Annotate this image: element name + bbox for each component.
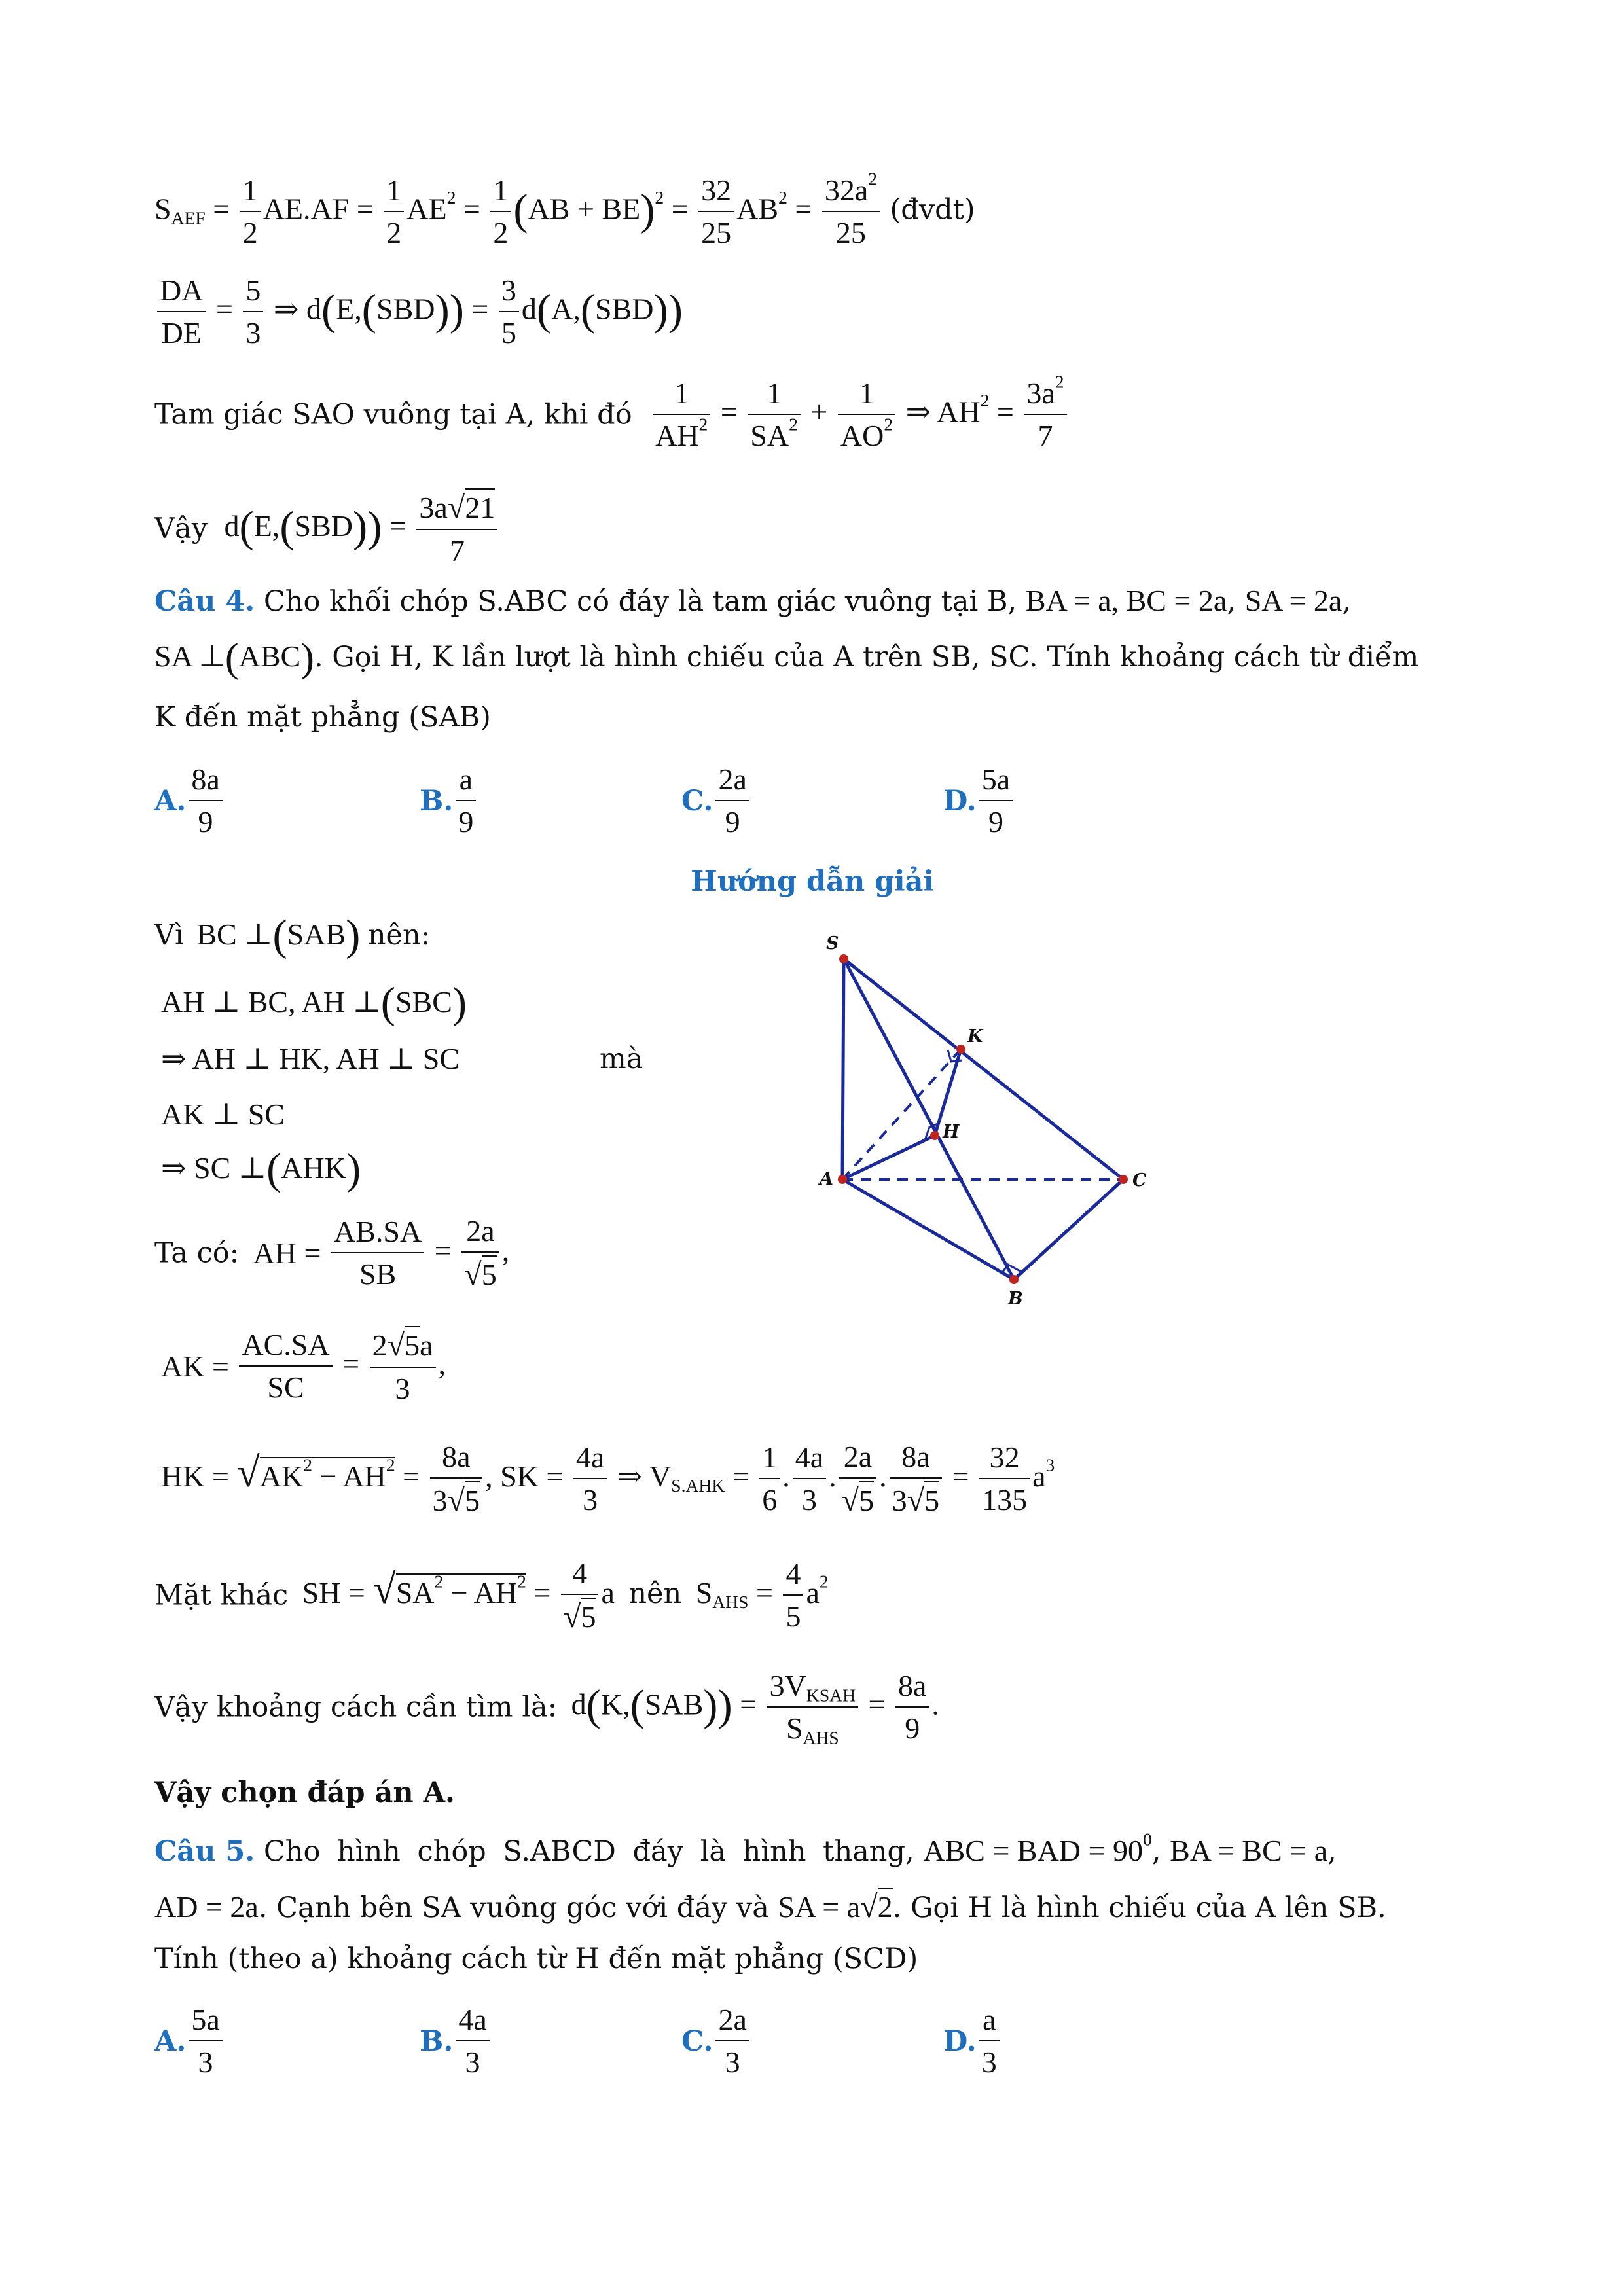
eq-text: , SK =: [485, 1459, 564, 1493]
frac-num: 4: [783, 1557, 803, 1596]
sqrt: √5: [907, 1482, 940, 1519]
frac-num: 8a: [189, 762, 222, 801]
fraction: [461, 1214, 499, 1293]
text: Vậy: [154, 512, 208, 545]
text: Vậy khoảng cách cần tìm là:: [154, 1691, 558, 1724]
equation-ratio: $\frac{DA}{DE}$ = $\frac{5}{3}$ ⇒ d(E,(SBD)) = $\frac{3}{5}$ d(A,(SBD)): [154, 274, 683, 351]
label-b: B: [1008, 1289, 1023, 1309]
frac-num: a: [979, 2003, 1000, 2041]
eq-text: E,: [336, 292, 362, 326]
frac-den: [653, 415, 710, 454]
frac-den: 5: [501, 315, 516, 350]
fraction: [979, 762, 1013, 840]
fraction: [240, 173, 261, 251]
sqrt: √5: [448, 1482, 480, 1519]
frac-den: 3: [245, 315, 261, 350]
sol-line3: [161, 1044, 460, 1074]
eq-text: 3: [892, 1483, 907, 1517]
equation-s-aef: $S_{AEF}$ = $\frac{1}{2}$ AE.AF = $\frac{1}{2}$ $AE^2$ = $\frac{1}{2}$ (AB + BE)$^2$ = $\frac{32}{25}$ $AB^2$ = $\frac{32a^2}{25}$ (đvdt): [154, 168, 975, 249]
frac-num: a: [456, 762, 476, 801]
fraction: [839, 1440, 877, 1518]
frac-den: [838, 415, 895, 454]
eq-text: AK =: [161, 1350, 229, 1384]
option-label: D.: [943, 2024, 977, 2058]
fraction: [698, 173, 734, 251]
fraction: [653, 376, 710, 454]
fraction: [715, 762, 749, 840]
eq-sup: 2: [819, 1571, 829, 1592]
frac-num: 1: [384, 173, 404, 212]
eq-text: AH =: [253, 1236, 321, 1270]
fraction: [456, 2003, 489, 2080]
question-text: . Gọi H là hình chiếu của A lên SB.: [892, 1892, 1386, 1924]
sol-hk: HK = $√AK^2 - AH^2$ = $\frac{8a}{3√5}$ , SK = $\frac{4a}{3}$ ⇒ $V_{S.AHK}$ = $\frac{1}{6}$ . $\frac{4a}{3}$ . $\frac{2a}{√5}$ . $\frac{8a}{3√5}$ = $\frac{32}{135}$ $a^3$: [161, 1440, 1055, 1518]
frac-den: 9: [198, 804, 213, 838]
option-label: C.: [681, 784, 713, 817]
eq-text: SA = a: [778, 1890, 861, 1924]
eq-text: E,: [253, 509, 280, 543]
eq-sup: 2: [446, 187, 456, 207]
eq-text: SBC: [395, 985, 452, 1018]
eq-text: 2: [372, 1329, 388, 1362]
eq-text: A,: [551, 292, 581, 326]
frac-den: 2: [242, 215, 258, 249]
frac-den: 135: [982, 1483, 1028, 1517]
option-label: A.: [154, 2024, 187, 2058]
fraction: [1024, 371, 1066, 454]
q4-option-b[interactable]: [420, 762, 478, 840]
frac-den: 3: [801, 1483, 817, 1517]
eq-text: 21: [465, 488, 495, 524]
frac-num: 3: [499, 274, 519, 312]
frac-den: 7: [449, 533, 465, 567]
frac-num: 1: [653, 376, 710, 415]
eq-sup: 0: [1142, 1829, 1152, 1850]
eq-text: [923, 1829, 1152, 1867]
eq-text: AH ⊥ BC, AH ⊥: [161, 985, 381, 1018]
eq-text: AHK: [281, 1151, 346, 1185]
eq-text: a: [601, 1575, 615, 1609]
eq-text: a: [1032, 1459, 1046, 1493]
fraction: [748, 376, 801, 454]
option-label: A.: [154, 784, 187, 817]
frac-num: [822, 168, 880, 212]
frac-num: AB.SA: [331, 1215, 424, 1253]
sol-distance: Vậy khoảng cách cần tìm là: d(K,(SAB)) = $\frac{3V_{KSAH}}{S_{AHS}}$ = $\frac{8a}{9}$ .: [154, 1669, 939, 1748]
fraction: [561, 1556, 599, 1635]
label-s: S: [826, 933, 839, 954]
frac-den: 6: [762, 1483, 778, 1517]
frac-den: 5: [785, 1600, 801, 1634]
text: Ta có:: [154, 1236, 240, 1270]
eq-text: 32a: [824, 173, 869, 207]
eq-text: 5: [405, 1326, 420, 1362]
eq-sub: AHS: [803, 1727, 839, 1748]
eq-text: 5: [924, 1481, 939, 1517]
frac-num: 2a: [715, 2003, 749, 2041]
sol-line1: Vì BC ⊥(SAB) nên:: [154, 912, 431, 960]
frac-den: [890, 1479, 943, 1519]
frac-den: 25: [835, 215, 866, 249]
fraction: [456, 762, 476, 840]
frac-den: 3: [725, 2045, 740, 2079]
sol-ak: AK = $\frac{AC.SA}{SC}$ = $\frac{2√5a}{3}$ ,: [161, 1327, 446, 1406]
frac-den: [767, 1708, 858, 1746]
frac-num: 4a: [456, 2003, 489, 2041]
sol-line4: [161, 1100, 285, 1130]
eq-text: SBD: [294, 509, 353, 543]
sqrt: √5: [388, 1327, 420, 1364]
unit-label: (đvdt): [890, 193, 975, 226]
eq-sub: KSAH: [806, 1685, 856, 1706]
q4-option-c[interactable]: [681, 762, 752, 840]
frac-num: [1024, 371, 1066, 415]
question-label: Câu 5.: [154, 1835, 255, 1868]
fraction: [890, 1440, 943, 1518]
fraction: [767, 1669, 858, 1746]
question-text: Cho hình chóp S.ABCD đáy là hình thang,: [263, 1835, 914, 1868]
eq-text: 5: [859, 1481, 874, 1517]
q5-option-b[interactable]: [420, 2003, 492, 2080]
q4-option-a[interactable]: [154, 762, 225, 840]
eq-text: BA = a, BC = 2a: [1025, 584, 1227, 617]
eq-text: 5: [465, 1481, 480, 1517]
frac-num: 5: [243, 274, 263, 312]
option-label: B.: [420, 784, 454, 817]
fraction: [793, 1441, 826, 1518]
eq-text: SA: [750, 418, 789, 452]
eq-sup: 2: [434, 1571, 444, 1592]
eq-text: AB: [736, 192, 779, 226]
option-label: C.: [681, 2024, 713, 2058]
frac-num: DA: [157, 274, 206, 312]
eq-sub: AEF: [171, 207, 206, 228]
eq-text: ⇒ SC ⊥: [161, 1151, 267, 1185]
eq-sup: 2: [698, 414, 708, 435]
q4-line2: SA ⊥(ABC). Gọi H, K lần lượt là hình chiếu của A trên SB, SC. Tính khoảng cách từ điểm: [154, 635, 1419, 681]
q5-option-c[interactable]: [681, 2003, 752, 2080]
eq-text: d: [521, 292, 537, 326]
eq-text: d: [571, 1687, 586, 1721]
frac-num: 32: [979, 1441, 1030, 1479]
text: Mặt khác: [154, 1579, 289, 1612]
sqrt: √2: [860, 1892, 893, 1923]
text: Vì: [154, 919, 184, 952]
frac-den: 9: [725, 804, 740, 838]
question-text: Tính (theo a) khoảng cách từ H đến mặt phẳng (SCD): [154, 1943, 918, 1975]
eq-text: AH: [937, 395, 981, 429]
eq-text: SH =: [302, 1575, 365, 1609]
frac-num: 4: [561, 1556, 599, 1595]
text: nên:: [367, 919, 431, 952]
eq-text: AK: [259, 1459, 304, 1493]
frac-num: 1: [240, 173, 261, 212]
frac-num: AC.SA: [239, 1328, 332, 1367]
eq-text: 3V: [769, 1669, 806, 1702]
eq-sub: AHS: [712, 1592, 749, 1613]
label-k: K: [967, 1026, 983, 1047]
frac-den: 9: [988, 804, 1003, 838]
frac-den: 3: [981, 2045, 997, 2079]
eq-text: AK ⊥ SC: [161, 1098, 285, 1131]
frac-num: [767, 1669, 858, 1708]
fraction: [822, 168, 880, 251]
eq-text: K,: [600, 1687, 630, 1721]
q5-option-a[interactable]: [154, 2003, 225, 2080]
fraction: [499, 274, 519, 351]
frac-den: 7: [1038, 418, 1053, 452]
eq-text: BC ⊥: [196, 918, 273, 951]
option-label: D.: [943, 784, 977, 817]
frac-num: 8a: [890, 1440, 943, 1479]
eq-text: AB + BE: [528, 192, 641, 226]
eq-sup: 2: [980, 390, 990, 410]
fraction: [384, 173, 404, 251]
fraction: [239, 1328, 332, 1405]
eq-text: SA = 2a: [1244, 584, 1343, 617]
eq-text: S: [785, 1711, 803, 1745]
fraction: [416, 490, 497, 568]
q5-option-d[interactable]: [943, 2003, 1002, 2080]
sol-sh: Mặt khác SH = $√SA^2 - AH^2$ = $\frac{4}{√5}$ a nên $S_{AHS}$ = $\frac{4}{5}$ $a^2$: [154, 1556, 829, 1634]
eq-text: 3a: [1026, 376, 1055, 410]
frac-den: 9: [905, 1711, 920, 1745]
eq-text: 5: [581, 1598, 596, 1634]
frac-den: [748, 415, 801, 454]
eq-text: AH: [342, 1459, 386, 1493]
eq-text: SA: [395, 1575, 435, 1609]
eq-text: S: [695, 1575, 713, 1609]
frac-num: [416, 490, 497, 530]
eq-text: AE.AF: [262, 192, 350, 226]
q5-line2: [154, 1892, 1386, 1923]
frac-num: 1: [759, 1441, 780, 1479]
eq-text: [778, 1890, 893, 1924]
q4-option-d[interactable]: [943, 762, 1015, 840]
frac-num: 5a: [979, 762, 1013, 801]
equation-sao: Tam giác SAO vuông tại A, khi đó $\frac{1}{AH^2}$ = $\frac{1}{SA^2}$ + $\frac{1}{AO^2}$ ⇒ $AH^2$ = $\frac{3a^2}{7}$: [154, 376, 1070, 454]
fraction: [331, 1215, 424, 1292]
frac-num: 5a: [189, 2003, 222, 2041]
sol-line3-ma: mà: [600, 1043, 643, 1075]
eq-text: BA = BC = a: [1170, 1834, 1328, 1867]
sqrt: √5: [464, 1257, 497, 1293]
eq-text: AO: [840, 418, 884, 452]
fraction: [189, 762, 222, 840]
frac-den: [839, 1479, 877, 1519]
fraction: [430, 1440, 483, 1518]
document-page: [154, 0, 1470, 2296]
eq-sup: 2: [884, 414, 893, 435]
frac-num: 4a: [573, 1441, 607, 1479]
sqrt: √5: [842, 1482, 875, 1519]
fraction: [243, 274, 263, 351]
frac-num: 32: [698, 173, 734, 212]
frac-den: 2: [386, 215, 402, 249]
frac-den: 3: [395, 1371, 410, 1405]
label-a: A: [820, 1169, 833, 1189]
fraction: [838, 376, 895, 454]
frac-num: 1: [748, 376, 801, 415]
question-text: Cho khối chóp S.ABC có đáy là tam giác vuông tại B,: [263, 585, 1017, 618]
frac-den: 25: [701, 215, 732, 249]
sqrt: $√SA^2 - AH^2$: [372, 1565, 526, 1612]
q4-line1: Câu 4. Cho khối chóp S.ABC có đáy là tam giác vuông tại B, BA = a, BC = 2a, SA = 2a,: [154, 584, 1351, 618]
eq-text: SAB: [287, 918, 346, 951]
label-c: C: [1132, 1170, 1147, 1191]
eq-text: ⇒ AH ⊥ HK, AH ⊥ SC: [161, 1042, 460, 1075]
fraction: [759, 1441, 780, 1518]
label-h: H: [943, 1122, 960, 1142]
frac-den: [461, 1253, 499, 1293]
eq-sup: 2: [655, 187, 664, 207]
fraction: [370, 1327, 436, 1406]
eq-text: ABC = BAD = 90: [923, 1834, 1143, 1867]
eq-text: d: [224, 509, 240, 543]
fraction: [157, 274, 206, 351]
conclusion: Vậy chọn đáp án A.: [154, 1776, 455, 1809]
frac-den: 9: [458, 804, 474, 838]
guide-title: Hướng dẫn giải: [691, 865, 934, 898]
fraction: [979, 2003, 1000, 2080]
fraction: [895, 1669, 929, 1746]
eq-text: AH: [473, 1575, 518, 1609]
frac-den: SB: [359, 1257, 397, 1291]
eq-sup: 2: [303, 1454, 312, 1475]
frac-num: 1: [838, 376, 895, 415]
fraction: [979, 1441, 1030, 1518]
eq-text: SBD: [376, 292, 435, 326]
eq-text: AD = 2a: [154, 1890, 259, 1924]
sqrt: √5: [564, 1599, 596, 1636]
question-label: Câu 4.: [154, 585, 255, 618]
frac-num: 1: [490, 173, 511, 212]
frac-den: [430, 1479, 483, 1519]
q4-line3: [154, 701, 491, 734]
eq-text: S: [154, 192, 171, 226]
fraction: [715, 2003, 749, 2080]
sol-line5: ⇒ SC ⊥(AHK): [161, 1145, 361, 1193]
frac-den: SC: [267, 1371, 304, 1405]
q5-line3: [154, 1945, 918, 1973]
eq-text: a: [806, 1575, 820, 1609]
eq-text: d: [306, 292, 321, 326]
eq-sup: 2: [789, 414, 798, 435]
frac-num: [370, 1327, 436, 1368]
eq-text: −: [319, 1459, 337, 1493]
eq-sup: 2: [1055, 371, 1064, 392]
question-text: . Gọi H, K lần lượt là hình chiếu của A trên SB, SC. Tính khoảng cách từ điểm: [314, 641, 1419, 673]
frac-num: 4a: [793, 1441, 826, 1479]
sol-line2: AH ⊥ BC, AH ⊥(SBC): [161, 979, 467, 1027]
frac-den: [561, 1595, 599, 1636]
eq-text: 3: [432, 1483, 448, 1517]
eq-sup: 2: [778, 187, 787, 207]
frac-num: 2a: [461, 1214, 499, 1253]
sqrt-body: [396, 1573, 526, 1609]
question-text: K đến mặt phẳng (SAB): [154, 701, 491, 734]
eq-text: SAB: [644, 1687, 704, 1721]
frac-num: 8a: [430, 1440, 483, 1479]
eq-text: −: [450, 1575, 468, 1609]
eq-text: ABC: [238, 639, 301, 673]
sol-ah: Ta có: AH = $\frac{AB.SA}{SB}$ = $\frac{2a}{√5}$ ,: [154, 1214, 510, 1292]
equation-result: Vậy d(E,(SBD)) = $\frac{3a√21}{7}$: [154, 490, 500, 568]
eq-text: a: [420, 1329, 433, 1362]
eq-sup: 2: [386, 1454, 395, 1475]
question-text: . Cạnh bên SA vuông góc với đáy và: [258, 1892, 769, 1924]
sqrt: $√AK^2 - AH^2$: [236, 1448, 395, 1496]
sqrt: √21: [448, 490, 496, 526]
text: Tam giác SAO vuông tại A, khi đó: [154, 398, 632, 431]
frac-num: 2a: [715, 762, 749, 801]
frac-den: 3: [583, 1483, 598, 1517]
text: nên: [628, 1577, 682, 1610]
sqrt-body: [259, 1454, 395, 1493]
frac-den: DE: [161, 315, 202, 350]
frac-den: 3: [465, 2045, 480, 2079]
eq-sup: 2: [868, 168, 878, 189]
eq-text: 2: [878, 1888, 893, 1924]
eq-sup: 3: [1045, 1454, 1055, 1475]
q5-line1: Câu 5. Cho hình chóp S.ABCD đáy là hình thang, ABC = BAD = $90^0$, BA = BC = a,: [154, 1829, 1337, 1868]
eq-text: SA ⊥: [154, 639, 225, 673]
eq-text: AE: [406, 192, 447, 226]
eq-text: AH: [655, 418, 699, 452]
fraction: [783, 1557, 803, 1634]
frac-den: 2: [493, 215, 509, 249]
eq-text: ⇒ V: [617, 1459, 672, 1493]
eq-sub: S.AHK: [671, 1475, 725, 1496]
eq-text: 3a: [419, 491, 448, 524]
fraction: [573, 1441, 607, 1518]
frac-num: 8a: [895, 1669, 929, 1708]
option-label: B.: [420, 2024, 454, 2058]
fraction: [490, 173, 511, 251]
eq-text: HK =: [161, 1459, 229, 1493]
eq-text: SBD: [595, 292, 654, 326]
eq-sup: 2: [517, 1571, 526, 1592]
eq-text: 5: [482, 1255, 497, 1291]
frac-den: 3: [198, 2045, 213, 2079]
fraction: [189, 2003, 222, 2080]
frac-num: 2a: [839, 1440, 877, 1479]
